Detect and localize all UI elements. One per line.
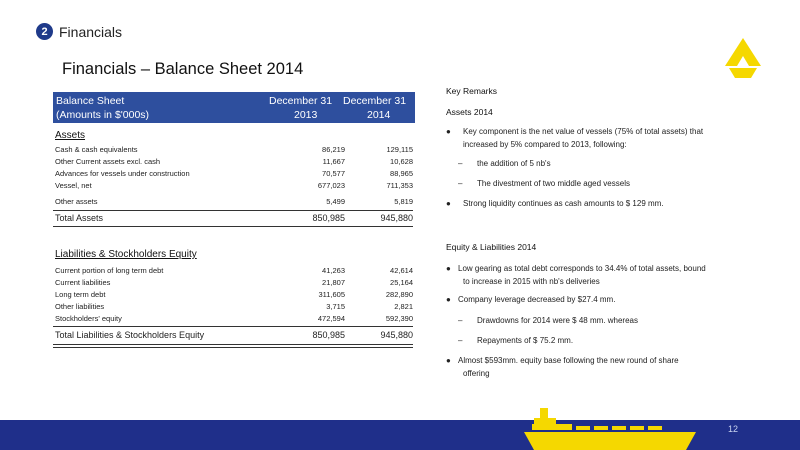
ship-icon	[520, 404, 700, 450]
assets-section-title: Assets	[55, 130, 86, 141]
liabilities-section-title: Liabilities & Stockholders Equity	[55, 249, 197, 260]
row-value-2014: 711,353	[386, 181, 413, 190]
table-header	[53, 92, 415, 123]
slide-title: Financials – Balance Sheet 2014	[62, 60, 304, 78]
row-value-2013: 86,219	[322, 145, 345, 154]
assets-remarks-heading: Assets 2014	[446, 107, 493, 117]
row-label: Stockholders' equity	[55, 314, 122, 323]
header-col2-line1: December 31	[269, 95, 333, 107]
row-value-2013: 677,023	[317, 181, 345, 190]
remark-text: Almost $593mm. equity base following the new round of share	[458, 356, 679, 365]
table-row	[53, 265, 413, 277]
row-label: Total Liabilities & Stockholders Equity	[55, 330, 205, 340]
row-value-2013: 472,594	[317, 314, 345, 323]
table-row	[53, 156, 413, 168]
row-label: Other Current assets excl. cash	[55, 157, 161, 166]
table-row	[53, 301, 413, 313]
table-row	[53, 289, 413, 301]
row-value-2014: 42,614	[390, 266, 413, 275]
row-value-2014: 592,390	[385, 314, 413, 323]
row-value-2013: 41,263	[322, 266, 345, 275]
row-value-2013: 850,985	[312, 213, 345, 223]
table-row	[53, 144, 413, 156]
row-label: Total Assets	[55, 213, 104, 223]
row-label: Other liabilities	[55, 302, 105, 311]
row-label: Current portion of long term debt	[55, 266, 164, 275]
bullet-icon: ●	[446, 295, 451, 304]
dash-icon: –	[458, 336, 463, 345]
row-value-2014: 282,890	[385, 290, 413, 299]
bullet-icon: ●	[446, 264, 451, 273]
row-label: Cash & cash equivalents	[55, 145, 138, 154]
divider	[53, 226, 413, 227]
header-col1-line2: (Amounts in $'000s)	[56, 109, 150, 121]
row-value-2014: 2,821	[394, 302, 413, 311]
section-label: Financials	[59, 23, 123, 40]
row-value-2014: 5,819	[394, 197, 413, 206]
row-value-2014: 25,164	[390, 278, 413, 287]
row-value-2013: 70,577	[322, 169, 345, 178]
row-value-2013: 5,499	[326, 197, 345, 206]
remark-text: the addition of 5 nb's	[477, 159, 551, 168]
row-label: Other assets	[55, 197, 98, 206]
total-assets-row	[53, 212, 413, 224]
section-number-badge: 2	[36, 23, 53, 40]
page-number: 12	[727, 424, 738, 434]
bullet-icon: ●	[446, 127, 451, 136]
remark-text: Drawdowns for 2014 were $ 48 mm. whereas	[477, 316, 638, 325]
dash-icon: –	[458, 316, 463, 325]
divider	[53, 326, 413, 327]
row-value-2014: 945,880	[380, 330, 413, 340]
header-col2-line2: 2013	[294, 109, 318, 121]
row-label: Long term debt	[55, 290, 106, 299]
table-row	[53, 180, 413, 192]
row-value-2013: 311,605	[318, 290, 345, 299]
remarks-heading: Key Remarks	[446, 86, 498, 96]
divider	[53, 210, 413, 211]
header-col3-line1: December 31	[343, 95, 407, 107]
header-col1-line1: Balance Sheet	[56, 95, 125, 107]
total-liabilities-row	[53, 329, 413, 341]
section-header	[36, 23, 122, 40]
row-value-2013: 11,667	[322, 157, 345, 166]
header-col3-line2: 2014	[367, 109, 391, 121]
row-value-2013: 850,985	[312, 330, 345, 340]
equity-remarks-heading: Equity & Liabilities 2014	[446, 242, 537, 252]
remark-text: offering	[463, 369, 490, 378]
remark-text: to increase in 2015 with nb's deliveries	[463, 277, 600, 286]
dash-icon: –	[458, 159, 463, 168]
row-value-2013: 21,807	[322, 278, 345, 287]
remark-text: The divestment of two middle aged vessels	[477, 179, 630, 188]
row-value-2013: 3,715	[326, 302, 345, 311]
row-value-2014: 88,965	[390, 169, 413, 178]
row-value-2014: 10,628	[390, 157, 413, 166]
double-divider	[53, 344, 413, 348]
company-logo	[723, 36, 763, 80]
remark-text: Key component is the net value of vessels (75% of total assets) that	[463, 127, 704, 136]
bullet-icon: ●	[446, 199, 451, 208]
remark-text: Strong liquidity continues as cash amounts to $ 129 mm.	[463, 199, 664, 208]
row-label: Vessel, net	[55, 181, 92, 190]
remark-text: Low gearing as total debt corresponds to 34.4% of total assets, bound	[458, 264, 706, 273]
remark-text: Company leverage decreased by $27.4 mm.	[458, 295, 616, 304]
balance-sheet-table	[53, 92, 415, 340]
table-row	[53, 168, 413, 180]
remark-text: Repayments of $ 75.2 mm.	[477, 336, 574, 345]
table-row	[53, 196, 413, 208]
dash-icon: –	[458, 179, 463, 188]
table-row	[53, 313, 413, 325]
table-row	[53, 277, 413, 289]
remark-text: increased by 5% compared to 2013, following:	[463, 140, 627, 149]
row-value-2014: 129,115	[386, 145, 413, 154]
row-value-2014: 945,880	[380, 213, 413, 223]
bullet-icon: ●	[446, 356, 451, 365]
row-label: Current liabilities	[55, 278, 111, 287]
row-label: Advances for vessels under construction	[55, 169, 190, 178]
